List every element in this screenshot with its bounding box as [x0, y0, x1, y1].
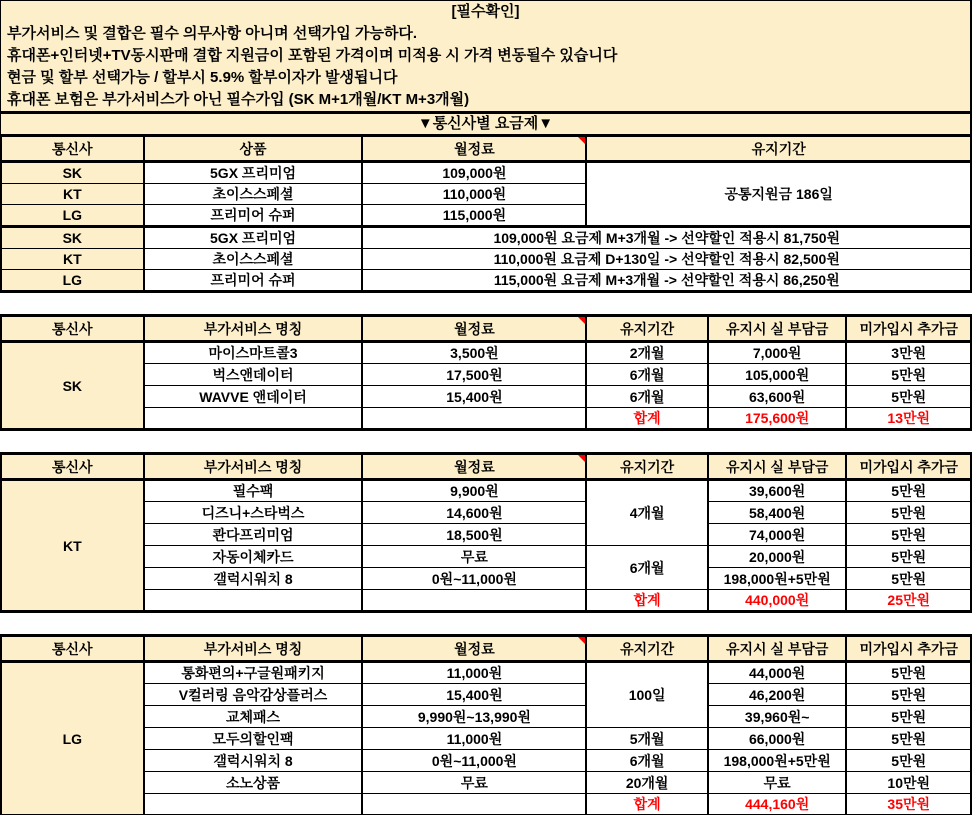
cell-extra: 5만원 [846, 386, 971, 408]
cell-service-name: 필수팩 [144, 480, 363, 502]
cell-discount-detail: 109,000원 요금제 M+3개월 -> 선약할인 적용시 81,750원 [362, 227, 971, 249]
cell-extra: 5만원 [846, 706, 971, 728]
carrier-cell: SK [1, 342, 144, 430]
cell-service-name: 갤럭시워치 8 [144, 750, 363, 772]
spacer [0, 431, 972, 452]
cell-burden: 무료 [708, 772, 847, 794]
cell-burden: 39,960원~ [708, 706, 847, 728]
carrier-cell: KT [1, 480, 144, 612]
cell-period: 6개월 [586, 386, 708, 408]
cell-extra: 5만원 [846, 546, 971, 568]
carrier-cell: SK [1, 162, 144, 184]
column-header-carrier: 통신사 [1, 454, 144, 480]
carrier-cell: KT [1, 184, 144, 205]
cell-fee: 무료 [362, 546, 586, 568]
note-line: 현금 및 할부 선택가능 / 할부시 5.9% 할부이자가 발생됩니다 [7, 69, 398, 86]
cell-service-name: 통화편의+구글원패키지 [144, 662, 363, 684]
cell-discount-detail: 115,000원 요금제 M+3개월 -> 선약할인 적용시 86,250원 [362, 270, 971, 292]
carrier-cell: LG [1, 205, 144, 227]
cell-product: 초이스스페셜 [144, 184, 363, 205]
total-burden: 444,160원 [708, 794, 847, 815]
cell-period: 20개월 [586, 772, 708, 794]
total-row [1, 408, 971, 430]
cell-empty [144, 590, 363, 612]
cell-fee: 0원~11,000원 [362, 750, 586, 772]
column-header-fee [362, 636, 586, 662]
table-row [1, 249, 971, 270]
notes-title: [필수확인] [451, 3, 520, 20]
cell-service-name: 벅스앤데이터 [144, 364, 363, 386]
cell-burden: 198,000원+5만원 [708, 750, 847, 772]
cell-extra: 5만원 [846, 568, 971, 590]
cell-service-name: 마이스마트콜3 [144, 342, 363, 364]
rate-plan-table [0, 134, 972, 293]
cell-service-name: 디즈니+스타벅스 [144, 502, 363, 524]
cell-burden: 74,000원 [708, 524, 847, 546]
column-header-period: 유지기간 [586, 136, 971, 162]
cell-product: 초이스스페셜 [144, 249, 363, 270]
table-row [1, 480, 971, 502]
section-banner: ▼통신사별 요금제▼ [1, 111, 970, 134]
column-header-extra: 미가입시 추가금 [846, 636, 971, 662]
cell-period-group: 4개월 [586, 480, 708, 546]
cell-service-name: 교체패스 [144, 706, 363, 728]
cell-fee: 15,400원 [362, 684, 586, 706]
total-row [1, 590, 971, 612]
cell-fee: 9,900원 [362, 480, 586, 502]
table-row [1, 706, 971, 728]
cell-period: 6개월 [586, 750, 708, 772]
carrier-cell: KT [1, 249, 144, 270]
cell-burden: 63,600원 [708, 386, 847, 408]
sk-addon-table [0, 314, 972, 431]
kt-addon-table [0, 452, 972, 613]
cell-fee: 17,500원 [362, 364, 586, 386]
cell-empty [144, 408, 363, 430]
total-burden: 175,600원 [708, 408, 847, 430]
column-header-fee [362, 316, 586, 342]
cell-extra: 5만원 [846, 662, 971, 684]
column-header-carrier: 통신사 [1, 636, 144, 662]
cell-service-name: V컬러링 음악감상플러스 [144, 684, 363, 706]
lg-addon-table [0, 634, 972, 815]
column-header-fee-label: 월정료 [454, 320, 495, 337]
cell-burden: 58,400원 [708, 502, 847, 524]
cell-fee: 11,000원 [362, 728, 586, 750]
cell-burden: 39,600원 [708, 480, 847, 502]
cell-burden: 105,000원 [708, 364, 847, 386]
total-label: 합계 [586, 794, 708, 815]
cell-product: 5GX 프리미엄 [144, 227, 363, 249]
cell-service-name: 소노상품 [144, 772, 363, 794]
table-row [1, 684, 971, 706]
note-line: 휴대폰+인터넷+TV동시판매 결합 지원금이 포함된 가격이며 미적용 시 가격 변동될수 있습니다 [7, 47, 618, 64]
cell-fee: 115,000원 [362, 205, 586, 227]
cell-product: 프리미어 슈퍼 [144, 205, 363, 227]
column-header-extra: 미가입시 추가금 [846, 454, 971, 480]
column-header-service: 부가서비스 명칭 [144, 636, 363, 662]
cell-extra: 5만원 [846, 524, 971, 546]
table-row [1, 342, 971, 364]
cell-burden: 46,200원 [708, 684, 847, 706]
cell-fee: 9,990원~13,990원 [362, 706, 586, 728]
total-burden: 440,000원 [708, 590, 847, 612]
total-label: 합계 [586, 590, 708, 612]
total-label: 합계 [586, 408, 708, 430]
column-header-fee-label: 월정료 [454, 640, 495, 657]
cell-extra: 5만원 [846, 502, 971, 524]
table-header-row [1, 636, 971, 662]
carrier-cell: SK [1, 227, 144, 249]
cell-fee: 3,500원 [362, 342, 586, 364]
note-line: 부가서비스 및 결합은 필수 의무사항 아니며 선택가입 가능하다. [7, 25, 418, 42]
cell-service-name: 자동이체카드 [144, 546, 363, 568]
column-header-carrier: 통신사 [1, 136, 144, 162]
carrier-cell: LG [1, 662, 144, 815]
column-header-burden: 유지시 실 부담금 [708, 454, 847, 480]
column-header-fee-label: 월정료 [454, 458, 495, 475]
column-header-period: 유지기간 [586, 454, 708, 480]
cell-fee: 109,000원 [362, 162, 586, 184]
cell-period: 2개월 [586, 342, 708, 364]
cell-fee: 무료 [362, 772, 586, 794]
cell-service-name: WAVVE 앤데이터 [144, 386, 363, 408]
cell-burden: 20,000원 [708, 546, 847, 568]
table-row [1, 524, 971, 546]
column-header-service: 부가서비스 명칭 [144, 454, 363, 480]
comment-indicator-icon [578, 637, 585, 644]
table-row [1, 772, 971, 794]
comment-indicator-icon [578, 137, 585, 144]
column-header-period: 유지기간 [586, 316, 708, 342]
cell-extra: 5만원 [846, 684, 971, 706]
carrier-cell: LG [1, 270, 144, 292]
cell-burden: 66,000원 [708, 728, 847, 750]
cell-period-group: 6개월 [586, 546, 708, 590]
table-row [1, 162, 971, 184]
column-header-extra: 미가입시 추가금 [846, 316, 971, 342]
column-header-service: 부가서비스 명칭 [144, 316, 363, 342]
cell-period-group: 100일 [586, 662, 708, 728]
cell-period: 5개월 [586, 728, 708, 750]
table-row [1, 386, 971, 408]
column-header-fee [362, 136, 586, 162]
column-header-burden: 유지시 실 부담금 [708, 636, 847, 662]
column-header-burden: 유지시 실 부담금 [708, 316, 847, 342]
table-row [1, 270, 971, 292]
column-header-product: 상품 [144, 136, 363, 162]
column-header-fee [362, 454, 586, 480]
table-row [1, 502, 971, 524]
cell-burden: 7,000원 [708, 342, 847, 364]
table-row [1, 750, 971, 772]
table-row [1, 728, 971, 750]
cell-product: 5GX 프리미엄 [144, 162, 363, 184]
total-extra: 35만원 [846, 794, 971, 815]
cell-service-name: 콴다프리미엄 [144, 524, 363, 546]
comment-indicator-icon [578, 455, 585, 462]
cell-burden: 198,000원+5만원 [708, 568, 847, 590]
cell-empty [362, 590, 586, 612]
cell-fee: 0원~11,000원 [362, 568, 586, 590]
cell-empty [362, 408, 586, 430]
table-row [1, 568, 971, 590]
comment-indicator-icon [578, 317, 585, 324]
cell-extra: 5만원 [846, 480, 971, 502]
cell-fee: 15,400원 [362, 386, 586, 408]
cell-extra: 10만원 [846, 772, 971, 794]
cell-extra: 5만원 [846, 750, 971, 772]
table-header-row [1, 136, 971, 162]
cell-empty [362, 794, 586, 815]
column-header-carrier: 통신사 [1, 316, 144, 342]
cell-shared-note: 공통지원금 186일 [586, 162, 971, 227]
cell-service-name: 갤럭시워치 8 [144, 568, 363, 590]
cell-extra: 5만원 [846, 364, 971, 386]
spacer [0, 293, 972, 314]
table-row [1, 662, 971, 684]
table-row [1, 546, 971, 568]
total-extra: 25만원 [846, 590, 971, 612]
cell-discount-detail: 110,000원 요금제 D+130일 -> 선약할인 적용시 82,500원 [362, 249, 971, 270]
total-extra: 13만원 [846, 408, 971, 430]
notes-section [0, 0, 972, 134]
cell-fee: 14,600원 [362, 502, 586, 524]
cell-fee: 11,000원 [362, 662, 586, 684]
table-row [1, 364, 971, 386]
cell-period: 6개월 [586, 364, 708, 386]
total-row [1, 794, 971, 815]
cell-burden: 44,000원 [708, 662, 847, 684]
table-row [1, 227, 971, 249]
note-line: 휴대폰 보험은 부가서비스가 아닌 필수가입 (SK M+1개월/KT M+3개월) [7, 91, 470, 108]
spacer [0, 613, 972, 634]
column-header-fee-label: 월정료 [454, 140, 495, 157]
cell-product: 프리미어 슈퍼 [144, 270, 363, 292]
cell-fee: 110,000원 [362, 184, 586, 205]
table-header-row [1, 454, 971, 480]
cell-extra: 3만원 [846, 342, 971, 364]
table-header-row [1, 316, 971, 342]
column-header-period: 유지기간 [586, 636, 708, 662]
cell-extra: 5만원 [846, 728, 971, 750]
cell-empty [144, 794, 363, 815]
cell-service-name: 모두의할인팩 [144, 728, 363, 750]
cell-fee: 18,500원 [362, 524, 586, 546]
